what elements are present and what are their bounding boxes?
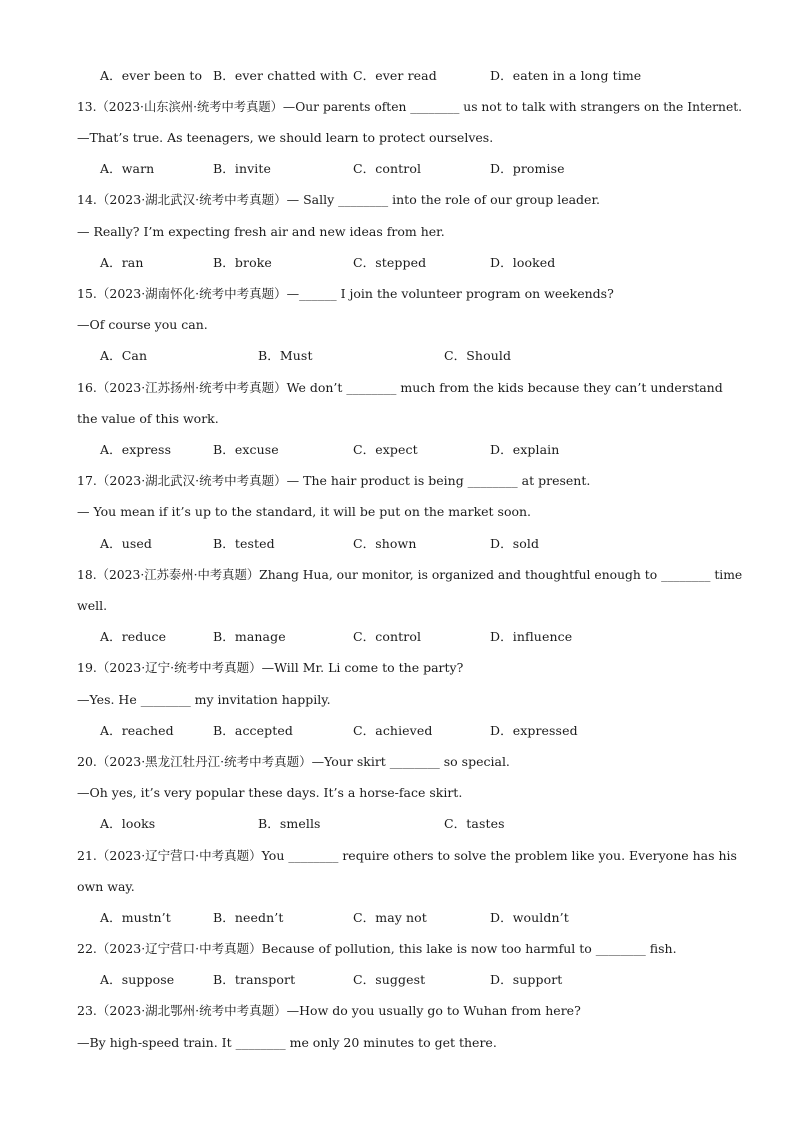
question-text: 18.（2023·江苏泰州·中考真题）Zhang Hua, our monitor, is organized and thoughtful enough to ________ time [77,567,743,582]
question-text: 21.（2023·辽宁营口·中考真题）You ________ require others to solve the problem like you. Everyone has his [77,848,737,863]
answer-option[interactable]: D．expressed [490,723,578,738]
answer-option[interactable]: B．manage [213,629,286,644]
question-text: — You mean if it’s up to the standard, it will be put on the market soon. [77,504,532,519]
question-text: 14.（2023·湖北武汉·统考中考真题）— Sally ________ into the role of our group leader. [77,192,601,207]
question-line [0,409,794,429]
options-row [0,627,794,647]
question-text: —Oh yes, it’s very popular these days. It’s a horse-face skirt. [77,785,463,800]
options-row [0,66,794,86]
answer-option[interactable]: D．support [490,972,563,987]
question-stem [0,939,794,959]
options-row [0,970,794,990]
answer-option[interactable]: B．invite [213,161,272,176]
question-line [0,128,794,148]
answer-option[interactable]: D．looked [490,255,556,270]
answer-option[interactable]: C．ever read [353,68,437,83]
answer-option[interactable]: B．excuse [213,442,279,457]
question-stem [0,471,794,491]
options-row [0,721,794,741]
answer-option[interactable]: C．shown [353,536,417,551]
question-text: 13.（2023·山东滨州·统考中考真题）—Our parents often ________ us not to talk with strangers on the Internet. [77,99,743,114]
question-text: —That’s true. As teenagers, we should learn to protect ourselves. [77,130,494,145]
answer-option[interactable]: D．sold [490,536,540,551]
question-stem [0,190,794,210]
options-row [0,534,794,554]
answer-option[interactable]: B．ever chatted with [213,68,349,83]
options-row [0,346,794,366]
answer-option[interactable]: C．control [353,161,422,176]
question-line [0,1033,794,1053]
answer-option[interactable]: A．reduce [100,629,167,644]
question-text: 22.（2023·辽宁营口·中考真题）Because of pollution, this lake is now too harmful to ________ fish. [77,941,677,956]
answer-option[interactable]: A．looks [100,816,156,831]
answer-option[interactable]: A．used [100,536,152,551]
question-line [0,222,794,242]
question-text: 19.（2023·辽宁·统考中考真题）—Will Mr. Li come to the party? [77,660,464,675]
question-stem [0,658,794,678]
answer-option[interactable]: C．expect [353,442,418,457]
question-line [0,596,794,616]
question-stem [0,284,794,304]
answer-option[interactable]: A．Can [100,348,148,363]
answer-option[interactable]: D．influence [490,629,573,644]
answer-option[interactable]: A．warn [100,161,155,176]
question-text: —Of course you can. [77,317,208,332]
question-text: own way. [77,879,135,894]
answer-option[interactable]: B．Must [258,348,313,363]
question-text: — Really? I’m expecting fresh air and new ideas from her. [77,224,445,239]
answer-option[interactable]: B．broke [213,255,272,270]
question-stem [0,1001,794,1021]
answer-option[interactable]: A．suppose [100,972,175,987]
answer-option[interactable]: A．reached [100,723,174,738]
answer-option[interactable]: C．may not [353,910,427,925]
options-row [0,159,794,179]
answer-option[interactable]: D．promise [490,161,565,176]
answer-option[interactable]: D．eaten in a long time [490,68,642,83]
question-line [0,315,794,335]
answer-option[interactable]: B．transport [213,972,296,987]
question-stem [0,565,794,585]
question-text: the value of this work. [77,411,219,426]
answer-option[interactable]: C．suggest [353,972,426,987]
question-text: 20.（2023·黑龙江牡丹江·统考中考真题）—Your skirt ________ so special. [77,754,510,769]
question-text: —Yes. He ________ my invitation happily. [77,692,331,707]
question-line [0,877,794,897]
answer-option[interactable]: C．tastes [444,816,505,831]
answer-option[interactable]: A．mustn’t [100,910,171,925]
answer-option[interactable]: B．smells [258,816,321,831]
question-text: well. [77,598,108,613]
answer-option[interactable]: C．Should [444,348,512,363]
question-line [0,783,794,803]
question-stem [0,378,794,398]
options-row [0,440,794,460]
options-row [0,253,794,273]
question-stem [0,752,794,772]
options-row [0,814,794,834]
answer-option[interactable]: A．ran [100,255,144,270]
answer-option[interactable]: B．accepted [213,723,293,738]
question-line [0,690,794,710]
answer-option[interactable]: D．wouldn’t [490,910,569,925]
answer-option[interactable]: C．stepped [353,255,427,270]
answer-option[interactable]: C．control [353,629,422,644]
answer-option[interactable]: D．explain [490,442,560,457]
answer-option[interactable]: C．achieved [353,723,433,738]
question-text: 16.（2023·江苏扬州·统考中考真题）We don’t ________ much from the kids because they can’t understand [77,380,723,395]
question-line [0,502,794,522]
answer-option[interactable]: A．express [100,442,172,457]
answer-option[interactable]: A．ever been to [100,68,203,83]
question-text: 17.（2023·湖北武汉·统考中考真题）— The hair product is being ________ at present. [77,473,591,488]
question-text: 15.（2023·湖南怀化·统考中考真题）—______ I join the volunteer program on weekends? [77,286,614,301]
options-row [0,908,794,928]
question-stem [0,97,794,117]
answer-option[interactable]: B．tested [213,536,275,551]
answer-option[interactable]: B．needn’t [213,910,284,925]
question-stem [0,846,794,866]
question-text: 23.（2023·湖北鄂州·统考中考真题）—How do you usually go to Wuhan from here? [77,1003,581,1018]
question-text: —By high-speed train. It ________ me only 20 minutes to get there. [77,1035,497,1050]
